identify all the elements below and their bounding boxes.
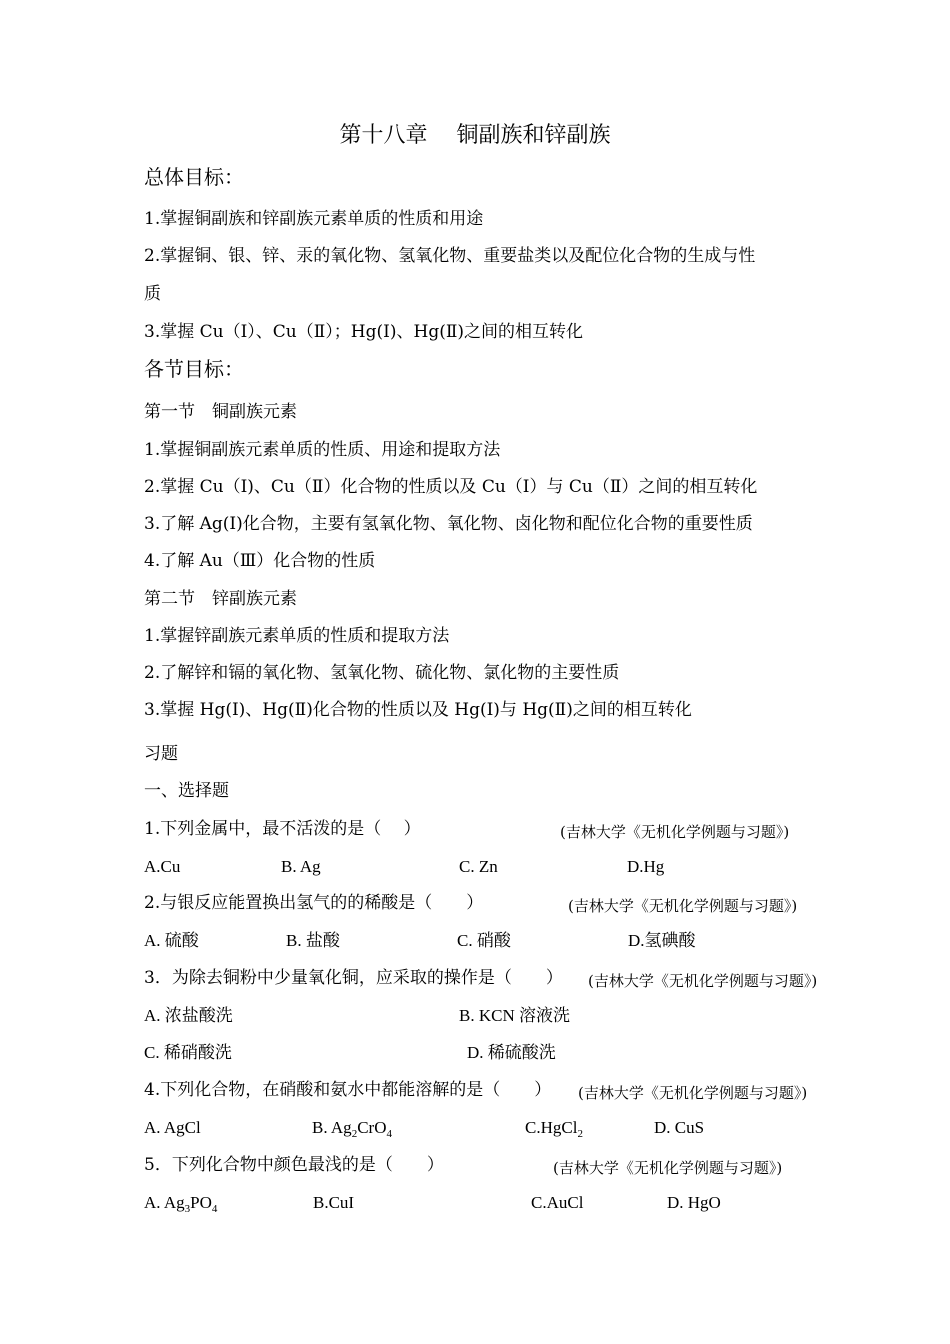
question-1: 1.下列金属中，最不活泼的是（ ） xyxy=(144,819,421,839)
overall-goal-item: 3.掌握 Cu（Ⅰ）、Cu（Ⅱ）；Hg(Ⅰ)、Hg(Ⅱ)之间的相互转化 xyxy=(144,322,584,342)
q2-option-d: D.氢碘酸 xyxy=(628,931,696,950)
section-2-title: 第二节 锌副族元素 xyxy=(144,589,297,609)
question-2-source: (吉林大学《无机化学例题与习题》) xyxy=(568,897,798,915)
exercises-heading: 习题 xyxy=(144,744,178,764)
section-1-item: 2.掌握 Cu（Ⅰ)、Cu（Ⅱ）化合物的性质以及 Cu（Ⅰ）与 Cu（Ⅱ）之间的相互转化 xyxy=(144,477,758,497)
question-3: 3．为除去铜粉中少量氧化铜，应采取的操作是（ ） xyxy=(144,968,563,988)
q2-option-c: C. 硝酸 xyxy=(457,931,511,950)
question-3-source: (吉林大学《无机化学例题与习题》) xyxy=(588,972,818,990)
chapter-title: 第十八章 铜副族和锌副族 xyxy=(339,123,611,148)
section-1-item: 3.了解 Ag(Ⅰ)化合物，主要有氢氧化物、氧化物、卤化物和配位化合物的重要性质 xyxy=(144,514,753,534)
section-1-title: 第一节 铜副族元素 xyxy=(144,402,297,422)
question-4: 4.下列化合物，在硝酸和氨水中都能溶解的是（ ） xyxy=(144,1080,552,1100)
q1-option-a: A.Cu xyxy=(144,857,181,876)
q4-option-d: D. CuS xyxy=(654,1118,705,1137)
q1-option-d: D.Hg xyxy=(627,857,665,876)
section-2-item: 2.了解锌和镉的氧化物、氢氧化物、硫化物、氯化物的主要性质 xyxy=(144,663,620,683)
q3-option-b: B. KCN 溶液洗 xyxy=(459,1006,570,1025)
question-4-source: (吉林大学《无机化学例题与习题》) xyxy=(578,1084,808,1102)
q3-option-d: D. 稀硫酸洗 xyxy=(467,1043,556,1062)
overall-goal-item: 1.掌握铜副族和锌副族元素单质的性质和用途 xyxy=(144,209,484,229)
section-2-item: 1.掌握锌副族元素单质的性质和提取方法 xyxy=(144,626,450,646)
overall-goal-item: 2.掌握铜、银、锌、汞的氧化物、氢氧化物、重要盐类以及配位化合物的生成与性 xyxy=(144,246,756,266)
overall-goals-heading: 总体目标： xyxy=(144,165,244,189)
section-1-item: 1.掌握铜副族元素单质的性质、用途和提取方法 xyxy=(144,440,501,460)
section-2-item: 3.掌握 Hg(Ⅰ)、Hg(Ⅱ)化合物的性质以及 Hg(Ⅰ)与 Hg(Ⅱ)之间的相互转化 xyxy=(144,700,692,720)
part-1-heading: 一、选择题 xyxy=(144,781,229,801)
question-5-source: (吉林大学《无机化学例题与习题》) xyxy=(553,1159,783,1177)
q2-option-b: B. 盐酸 xyxy=(286,931,340,950)
q4-option-b: B. $Ag_2CrO_4$ xyxy=(312,1118,392,1140)
q1-option-c: C. Zn xyxy=(459,857,498,876)
question-5: 5．下列化合物中颜色最浅的是（ ） xyxy=(144,1155,444,1175)
question-1-source: (吉林大学《无机化学例题与习题》) xyxy=(560,823,790,841)
q3-option-a: A. 浓盐酸洗 xyxy=(144,1006,233,1025)
q4-option-a: A. AgCl xyxy=(144,1118,201,1137)
q5-option-b: B.CuI xyxy=(313,1193,355,1212)
q5-option-c: C.AuCl xyxy=(531,1193,584,1212)
section-goals-heading: 各节目标： xyxy=(144,357,244,381)
q5-option-a: A. $Ag_3PO_4$ xyxy=(144,1193,218,1215)
q3-option-c: C. 稀硝酸洗 xyxy=(144,1043,232,1062)
overall-goal-item: 质 xyxy=(144,284,161,304)
q4-option-c: C.HgCl$_2$ xyxy=(525,1118,583,1140)
q1-option-b: B. Ag xyxy=(281,857,321,876)
section-1-item: 4.了解 Au（Ⅲ）化合物的性质 xyxy=(144,551,376,571)
q2-option-a: A. 硫酸 xyxy=(144,931,199,950)
q5-option-d: D. HgO xyxy=(667,1193,721,1212)
question-2: 2.与银反应能置换出氢气的的稀酸是（ ） xyxy=(144,893,484,913)
